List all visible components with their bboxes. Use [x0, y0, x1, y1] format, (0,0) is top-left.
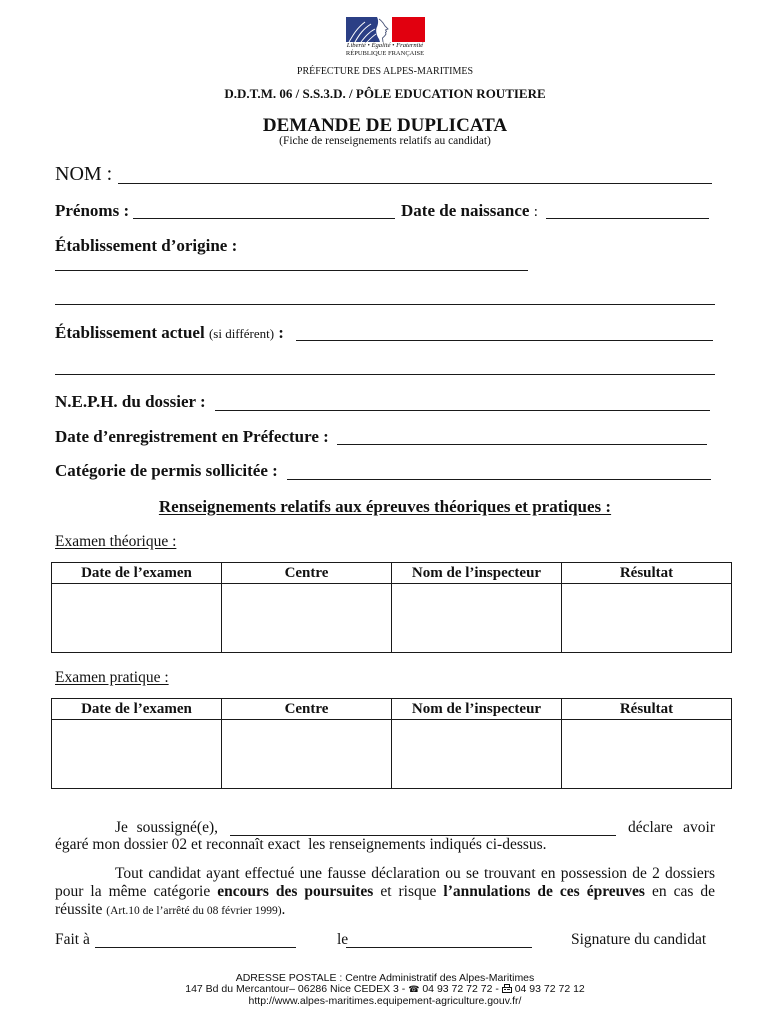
warning-text: pour la même catégorie: [55, 883, 211, 900]
column-header-date: Date de l’examen: [52, 563, 222, 584]
column-header-inspecteur: Nom de l’inspecteur: [392, 563, 562, 584]
warning-text: en cas de: [651, 883, 715, 900]
date-naissance-colon: :: [533, 204, 538, 220]
warning-line-3: [55, 902, 285, 918]
column-header-centre: Centre: [222, 699, 392, 720]
prenoms-label: Prénoms :: [55, 201, 130, 220]
table-cell: [52, 584, 222, 653]
warning-line-2: [55, 884, 715, 900]
declaration-end: déclare avoir: [628, 819, 715, 836]
etablissement-actuel-note: (si différent): [208, 326, 275, 341]
warning-text: réussite: [55, 901, 103, 918]
etablissement-actuel-label: Établissement actuel: [55, 323, 205, 342]
etablissement-actuel-line-1: [296, 340, 713, 341]
footer-street: 147 Bd du Mercantour– 06286 Nice CEDEX 3 -: [185, 983, 406, 995]
warning-emphasis: encours des poursuites: [217, 883, 374, 900]
footer-url: http://www.alpes-maritimes.equipement-agriculture.gouv.fr/: [248, 995, 522, 1007]
etablissement-actuel-line-2: [55, 374, 715, 375]
date-enregistrement-line: [337, 444, 707, 445]
etablissement-origine-label: Établissement d’origine :: [55, 236, 238, 255]
table-row: [52, 584, 732, 653]
neph-line: [215, 410, 710, 411]
table-cell: [392, 720, 562, 789]
republic-motto: Liberté • Égalité • Fraternité: [346, 42, 424, 49]
date-naissance-label: Date de naissance: [401, 201, 530, 220]
service-name: D.D.T.M. 06 / S.S.3.D. / PÔLE EDUCATION ROUTIERE: [224, 86, 546, 101]
footer-phone: 04 93 72 72 72: [422, 983, 493, 995]
column-header-inspecteur: Nom de l’inspecteur: [392, 699, 562, 720]
categorie-permis-label: Catégorie de permis sollicitée :: [55, 461, 278, 480]
signature-label: Signature du candidat: [571, 931, 707, 948]
legal-reference: (Art.10 de l’arrêté du 08 février 1999): [106, 905, 282, 917]
fax-icon: [502, 984, 512, 993]
table-row: [52, 720, 732, 789]
column-header-resultat: Résultat: [562, 699, 732, 720]
categorie-permis-line: [287, 479, 711, 480]
examen-pratique-table: [51, 698, 732, 789]
etablissement-origine-line-2: [55, 304, 715, 305]
warning-emphasis: l’annulations de ces épreuves: [443, 883, 645, 900]
neph-label: N.E.P.H. du dossier :: [55, 392, 206, 411]
republic-name: RÉPUBLIQUE FRANÇAISE: [345, 50, 425, 57]
footer-fax: 04 93 72 72 12: [514, 983, 585, 995]
footer-address: ADRESSE POSTALE : Centre Administratif des Alpes-Maritimes: [235, 972, 535, 984]
date-naissance-field: [401, 202, 538, 220]
warning-line-1: Tout candidat ayant effectué une fausse déclaration ou se trouvant en possession de 2 dossiers: [115, 865, 715, 882]
fait-a-label: Fait à: [55, 931, 90, 948]
table-cell: [392, 584, 562, 653]
date-enregistrement-label: Date d’enregistrement en Préfecture :: [55, 427, 329, 446]
phone-icon: ☎: [408, 985, 420, 995]
warning-text: et risque: [380, 883, 437, 900]
declaration-start: Je soussigné(e),: [115, 819, 218, 836]
etablissement-actuel-field: [55, 324, 284, 341]
table-cell: [562, 720, 732, 789]
prefecture-name: PRÉFECTURE DES ALPES-MARITIMES: [296, 66, 474, 77]
examen-theorique-label: Examen théorique :: [55, 533, 177, 550]
examen-pratique-label: Examen pratique :: [55, 669, 169, 686]
table-cell: [222, 720, 392, 789]
footer-contact: [0, 984, 770, 995]
form-title: DEMANDE DE DUPLICATA: [262, 115, 508, 136]
etablissement-origine-line-1: [55, 270, 528, 271]
etablissement-actuel-colon: :: [278, 323, 284, 342]
table-cell: [52, 720, 222, 789]
warning-period: .: [281, 901, 286, 918]
nom-line: [118, 183, 712, 184]
fait-a-line: [95, 947, 296, 948]
column-header-date: Date de l’examen: [52, 699, 222, 720]
table-header-row: [52, 699, 732, 720]
date-le-label: le: [337, 931, 349, 948]
declaration-continuation: égaré mon dossier 02 et reconnaît exact les renseignements indiqués ci-dessus.: [55, 836, 547, 853]
date-le-line: [346, 947, 532, 948]
column-header-centre: Centre: [222, 563, 392, 584]
exams-section-title: Renseignements relatifs aux épreuves théoriques et pratiques :: [158, 497, 612, 516]
date-naissance-line: [546, 218, 709, 219]
footer-separator: -: [495, 983, 499, 995]
marianne-logo: [346, 17, 425, 42]
form-subtitle: (Fiche de renseignements relatifs au candidat): [279, 135, 491, 147]
examen-theorique-table: [51, 562, 732, 653]
table-cell: [222, 584, 392, 653]
table-cell: [562, 584, 732, 653]
table-header-row: [52, 563, 732, 584]
prenoms-line: [133, 218, 395, 219]
column-header-resultat: Résultat: [562, 563, 732, 584]
nom-label: NOM :: [55, 163, 113, 185]
